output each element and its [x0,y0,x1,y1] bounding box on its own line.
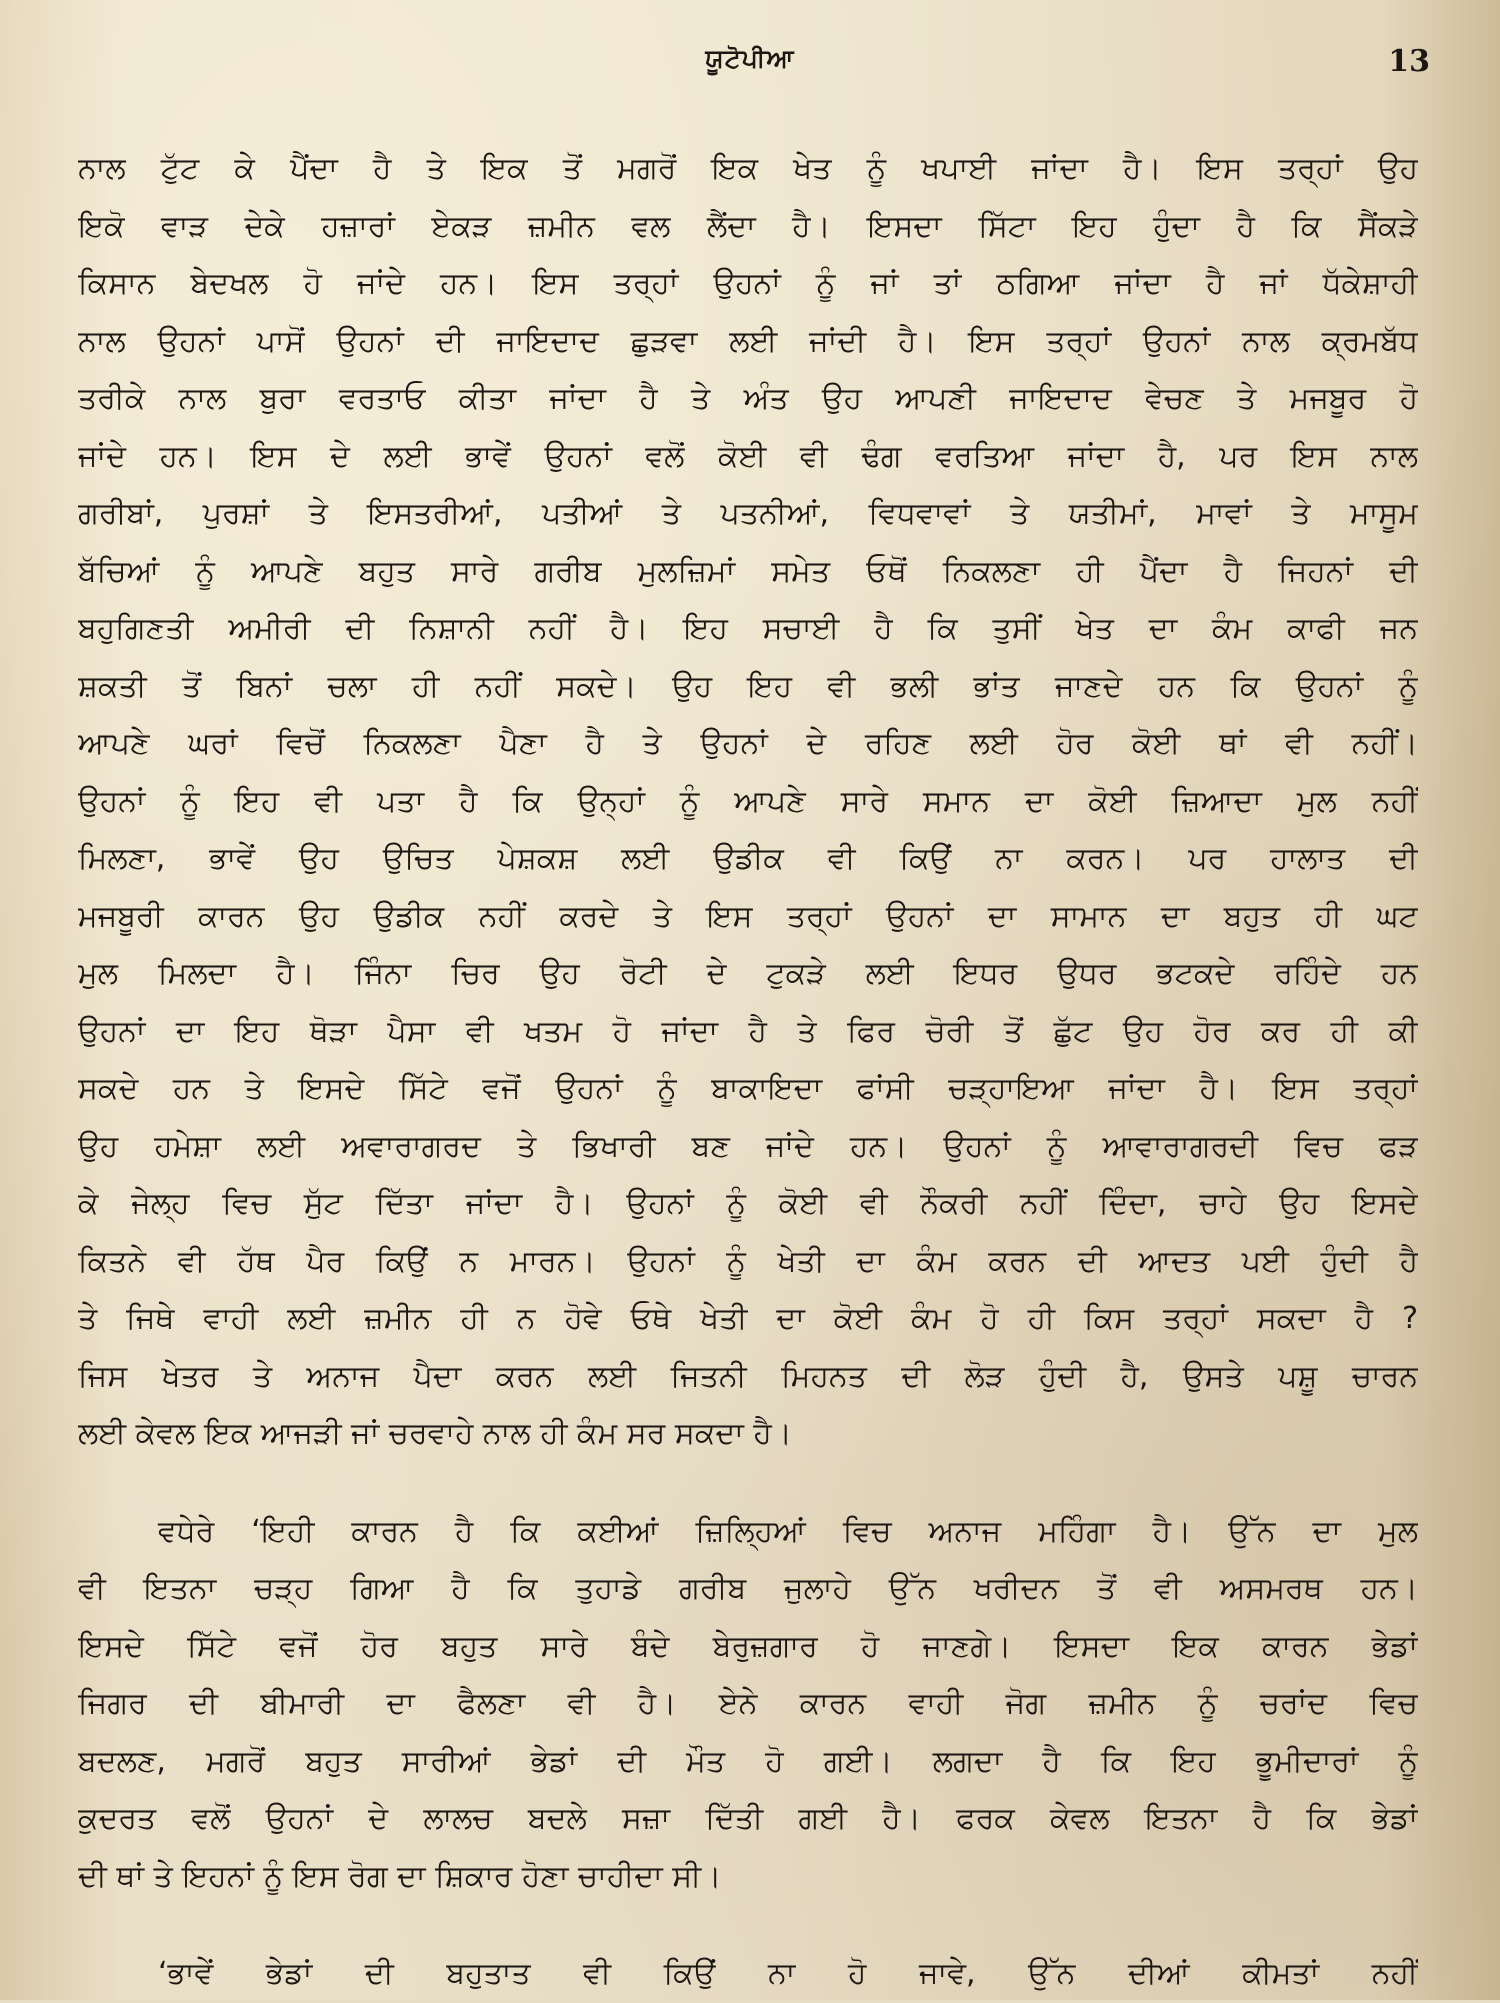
paragraph-spacer [78,1463,1418,1503]
text-line: ਸ਼ਕਤੀ ਤੋਂ ਬਿਨਾਂ ਚਲਾ ਹੀ ਨਹੀਂ ਸਕਦੇ। ਉਹ ਇਹ ਵੀ ਭਲੀ ਭਾਂਤ ਜਾਣਦੇ ਹਨ ਕਿ ਉਹਨਾਂ ਨੂੰ [78,668,1418,704]
text-line: ਕਿਸਾਨ ਬੇਦਖਲ ਹੋ ਜਾਂਦੇ ਹਨ। ਇਸ ਤਰ੍ਹਾਂ ਉਹਨਾਂ ਨੂੰ ਜਾਂ ਤਾਂ ਠਗਿਆ ਜਾਂਦਾ ਹੈ ਜਾਂ ਧੱਕੇਸ਼ਾਹੀ [78,266,1418,301]
text-line: ਤਰੀਕੇ ਨਾਲ ਬੁਰਾ ਵਰਤਾਓ ਕੀਤਾ ਜਾਂਦਾ ਹੈ ਤੇ ਅੰਤ ਉਹ ਆਪਣੀ ਜਾਇਦਾਦ ਵੇਚਣ ਤੇ ਮਜਬੂਰ ਹੋ [78,381,1418,416]
text-line: ਬਹੁਗਿਣਤੀ ਅਮੀਰੀ ਦੀ ਨਿਸ਼ਾਨੀ ਨਹੀਂ ਹੈ। ਇਹ ਸਚਾਈ ਹੈ ਕਿ ਤੁਸੀਂ ਖੇਤ ਦਾ ਕੰਮ ਕਾਫੀ ਜਨ [78,611,1418,646]
text-line: ਜਿਸ ਖੇਤਰ ਤੇ ਅਨਾਜ ਪੈਦਾ ਕਰਨ ਲਈ ਜਿਤਨੀ ਮਿਹਨਤ ਦੀ ਲੋੜ ਹੁੰਦੀ ਹੈ, ਉਸਤੇ ਪਸ਼ੂ ਚਾਰਨ [78,1358,1418,1394]
text-line: ਆਪਣੇ ਘਰਾਂ ਵਿਚੋਂ ਨਿਕਲਣਾ ਪੈਣਾ ਹੈ ਤੇ ਉਹਨਾਂ ਦੇ ਰਹਿਣ ਲਈ ਹੋਰ ਕੋਈ ਥਾਂ ਵੀ ਨਹੀਂ। [78,726,1418,761]
text-line: ਕੁਦਰਤ ਵਲੋਂ ਉਹਨਾਂ ਦੇ ਲਾਲਚ ਬਦਲੇ ਸਜ਼ਾ ਦਿੱਤੀ ਗਈ ਹੈ। ਫਰਕ ਕੇਵਲ ਇਤਨਾ ਹੈ ਕਿ ਭੇਡਾਂ [78,1801,1418,1836]
text-line: ਉਹਨਾਂ ਨੂੰ ਇਹ ਵੀ ਪਤਾ ਹੈ ਕਿ ਉਨ੍ਹਾਂ ਨੂੰ ਆਪਣੇ ਸਾਰੇ ਸਮਾਨ ਦਾ ਕੋਈ ਜ਼ਿਆਦਾ ਮੁਲ ਨਹੀਂ [78,783,1418,819]
text-line: ਜਾਂਦੇ ਹਨ। ਇਸ ਦੇ ਲਈ ਭਾਵੇਂ ਉਹਨਾਂ ਵਲੋਂ ਕੋਈ ਵੀ ਢੰਗ ਵਰਤਿਆ ਜਾਂਦਾ ਹੈ, ਪਰ ਇਸ ਨਾਲ [78,438,1418,474]
text-line: ਮਜਬੂਰੀ ਕਾਰਨ ਉਹ ਉਡੀਕ ਨਹੀਂ ਕਰਦੇ ਤੇ ਇਸ ਤਰ੍ਹਾਂ ਉਹਨਾਂ ਦਾ ਸਾਮਾਨ ਦਾ ਬਹੁਤ ਹੀ ਘਟ [78,898,1418,934]
paragraph-2 [78,1503,1418,1906]
paragraph-3 [78,1945,1418,2003]
text-line: ਇਕੋ ਵਾੜ ਦੇਕੇ ਹਜ਼ਾਰਾਂ ਏਕੜ ਜ਼ਮੀਨ ਵਲ ਲੈਂਦਾ ਹੈ। ਇਸਦਾ ਸਿੱਟਾ ਇਹ ਹੁੰਦਾ ਹੈ ਕਿ ਸੈਂਕੜੇ [78,208,1418,244]
text-line: ਬੱਚਿਆਂ ਨੂੰ ਆਪਣੇ ਬਹੁਤ ਸਾਰੇ ਗਰੀਬ ਮੁਲਜ਼ਿਮਾਂ ਸਮੇਤ ਓਥੋਂ ਨਿਕਲਣਾ ਹੀ ਪੈਂਦਾ ਹੈ ਜਿਹਨਾਂ ਦੀ [78,553,1418,589]
text-line: ਕਿਤਨੇ ਵੀ ਹੱਥ ਪੈਰ ਕਿਉਂ ਨ ਮਾਰਨ। ਉਹਨਾਂ ਨੂੰ ਖੇਤੀ ਦਾ ਕੰਮ ਕਰਨ ਦੀ ਆਦਤ ਪਈ ਹੁੰਦੀ ਹੈ [78,1243,1418,1279]
text-line: ਵੀ ਇਤਨਾ ਚੜ੍ਹ ਗਿਆ ਹੈ ਕਿ ਤੁਹਾਡੇ ਗਰੀਬ ਜੁਲਾਹੇ ਉੱਨ ਖਰੀਦਨ ਤੋਂ ਵੀ ਅਸਮਰਥ ਹਨ। [78,1571,1418,1606]
running-header-title: ਯੂਟੋਪੀਆ [705,44,795,73]
text-line: ‘ਭਾਵੇਂ ਭੇਡਾਂ ਦੀ ਬਹੁਤਾਤ ਵੀ ਕਿਉਂ ਨਾ ਹੋ ਜਾਵੇ, ਉੱਨ ਦੀਆਂ ਕੀਮਤਾਂ ਨਹੀਂ [158,1956,1418,1991]
text-line: ਸਕਦੇ ਹਨ ਤੇ ਇਸਦੇ ਸਿੱਟੇ ਵਜੋਂ ਉਹਨਾਂ ਨੂੰ ਬਾਕਾਇਦਾ ਫਾਂਸੀ ਚੜ੍ਹਾਇਆ ਜਾਂਦਾ ਹੈ। ਇਸ ਤਰ੍ਹਾਂ [78,1071,1418,1106]
text-line: ਇਸਦੇ ਸਿੱਟੇ ਵਜੋਂ ਹੋਰ ਬਹੁਤ ਸਾਰੇ ਬੰਦੇ ਬੇਰੁਜ਼ਗਾਰ ਹੋ ਜਾਣਗੇ। ਇਸਦਾ ਇਕ ਕਾਰਨ ਭੇਡਾਂ [78,1628,1418,1664]
text-line: ਨਾਲ ਟੁੱਟ ਕੇ ਪੈਂਦਾ ਹੈ ਤੇ ਇਕ ਤੋਂ ਮਗਰੋਂ ਇਕ ਖੇਤ ਨੂੰ ਖਪਾਈ ਜਾਂਦਾ ਹੈ। ਇਸ ਤਰ੍ਹਾਂ ਉਹ [78,151,1418,186]
text-line: ਜਿਗਰ ਦੀ ਬੀਮਾਰੀ ਦਾ ਫੈਲਣਾ ਵੀ ਹੈ। ਏਨੇ ਕਾਰਨ ਵਾਹੀ ਜੋਗ ਜ਼ਮੀਨ ਨੂੰ ਚਰਾਂਦ ਵਿਚ [78,1686,1418,1721]
text-line: ਲਈ ਕੇਵਲ ਇਕ ਆਜੜੀ ਜਾਂ ਚਰਵਾਹੇ ਨਾਲ ਹੀ ਕੰਮ ਸਰ ਸਕਦਾ ਹੈ। [78,1416,792,1451]
text-line: ਉਹਨਾਂ ਦਾ ਇਹ ਥੋੜਾ ਪੈਸਾ ਵੀ ਖਤਮ ਹੋ ਜਾਂਦਾ ਹੈ ਤੇ ਫਿਰ ਚੋਰੀ ਤੋਂ ਛੁੱਟ ਉਹ ਹੋਰ ਕਰ ਹੀ ਕੀ [78,1013,1418,1049]
text-line: ਗਰੀਬਾਂ, ਪੁਰਸ਼ਾਂ ਤੇ ਇਸਤਰੀਆਂ, ਪਤੀਆਂ ਤੇ ਪਤਨੀਆਂ, ਵਿਧਵਾਵਾਂ ਤੇ ਯਤੀਮਾਂ, ਮਾਵਾਂ ਤੇ ਮਾਸੂਮ [78,496,1418,531]
body-text [78,140,1418,2003]
text-line: ਕੇ ਜੇਲ੍ਹ ਵਿਚ ਸੁੱਟ ਦਿੱਤਾ ਜਾਂਦਾ ਹੈ। ਉਹਨਾਂ ਨੂੰ ਕੋਈ ਵੀ ਨੌਕਰੀ ਨਹੀਂ ਦਿੰਦਾ, ਚਾਹੇ ਉਹ ਇਸਦੇ [78,1186,1418,1221]
text-line: ਬਦਲਣ, ਮਗਰੋਂ ਬਹੁਤ ਸਾਰੀਆਂ ਭੇਡਾਂ ਦੀ ਮੌਤ ਹੋ ਗਈ। ਲਗਦਾ ਹੈ ਕਿ ਇਹ ਭੂਮੀਦਾਰਾਂ ਨੂੰ [78,1743,1418,1779]
paragraph-spacer [78,1905,1418,1945]
text-line: ਨਾਲ ਉਹਨਾਂ ਪਾਸੋਂ ਉਹਨਾਂ ਦੀ ਜਾਇਦਾਦ ਛੁੜਵਾ ਲਈ ਜਾਂਦੀ ਹੈ। ਇਸ ਤਰ੍ਹਾਂ ਉਹਨਾਂ ਨਾਲ ਕ੍ਰਮਬੱਧ [78,323,1418,359]
text-line: ਉਹ ਹਮੇਸ਼ਾ ਲਈ ਅਵਾਰਾਗਰਦ ਤੇ ਭਿਖਾਰੀ ਬਣ ਜਾਂਦੇ ਹਨ। ਉਹਨਾਂ ਨੂੰ ਆਵਾਰਾਗਰਦੀ ਵਿਚ ਫੜ [78,1128,1418,1164]
text-line: ਮਿਲਣਾ, ਭਾਵੇਂ ਉਹ ਉਚਿਤ ਪੇਸ਼ਕਸ਼ ਲਈ ਉਡੀਕ ਵੀ ਕਿਉਂ ਨਾ ਕਰਨ। ਪਰ ਹਾਲਾਤ ਦੀ [78,841,1418,876]
page-number: 13 [1388,44,1430,79]
paragraph-1 [78,140,1418,1463]
text-line: ਵਧੇਰੇ ‘ਇਹੀ ਕਾਰਨ ਹੈ ਕਿ ਕਈਆਂ ਜ਼ਿਲ੍ਹਿਆਂ ਵਿਚ ਅਨਾਜ ਮਹਿੰਗਾ ਹੈ। ਉੱਨ ਦਾ ਮੁਲ [158,1513,1418,1549]
text-line: ਮੁਲ ਮਿਲਦਾ ਹੈ। ਜਿੰਨਾ ਚਿਰ ਉਹ ਰੋਟੀ ਦੇ ਟੁਕੜੇ ਲਈ ਇਧਰ ਉਧਰ ਭਟਕਦੇ ਰਹਿੰਦੇ ਹਨ [78,956,1418,991]
text-line: ਦੀ ਥਾਂ ਤੇ ਇਹਨਾਂ ਨੂੰ ਇਸ ਰੋਗ ਦਾ ਸ਼ਿਕਾਰ ਹੋਣਾ ਚਾਹੀਦਾ ਸੀ। [78,1858,722,1894]
text-line: ਤੇ ਜਿਥੇ ਵਾਹੀ ਲਈ ਜ਼ਮੀਨ ਹੀ ਨ ਹੋਵੇ ਓਥੇ ਖੇਤੀ ਦਾ ਕੋਈ ਕੰਮ ਹੋ ਹੀ ਕਿਸ ਤਰ੍ਹਾਂ ਸਕਦਾ ਹੈ ? [78,1301,1418,1336]
